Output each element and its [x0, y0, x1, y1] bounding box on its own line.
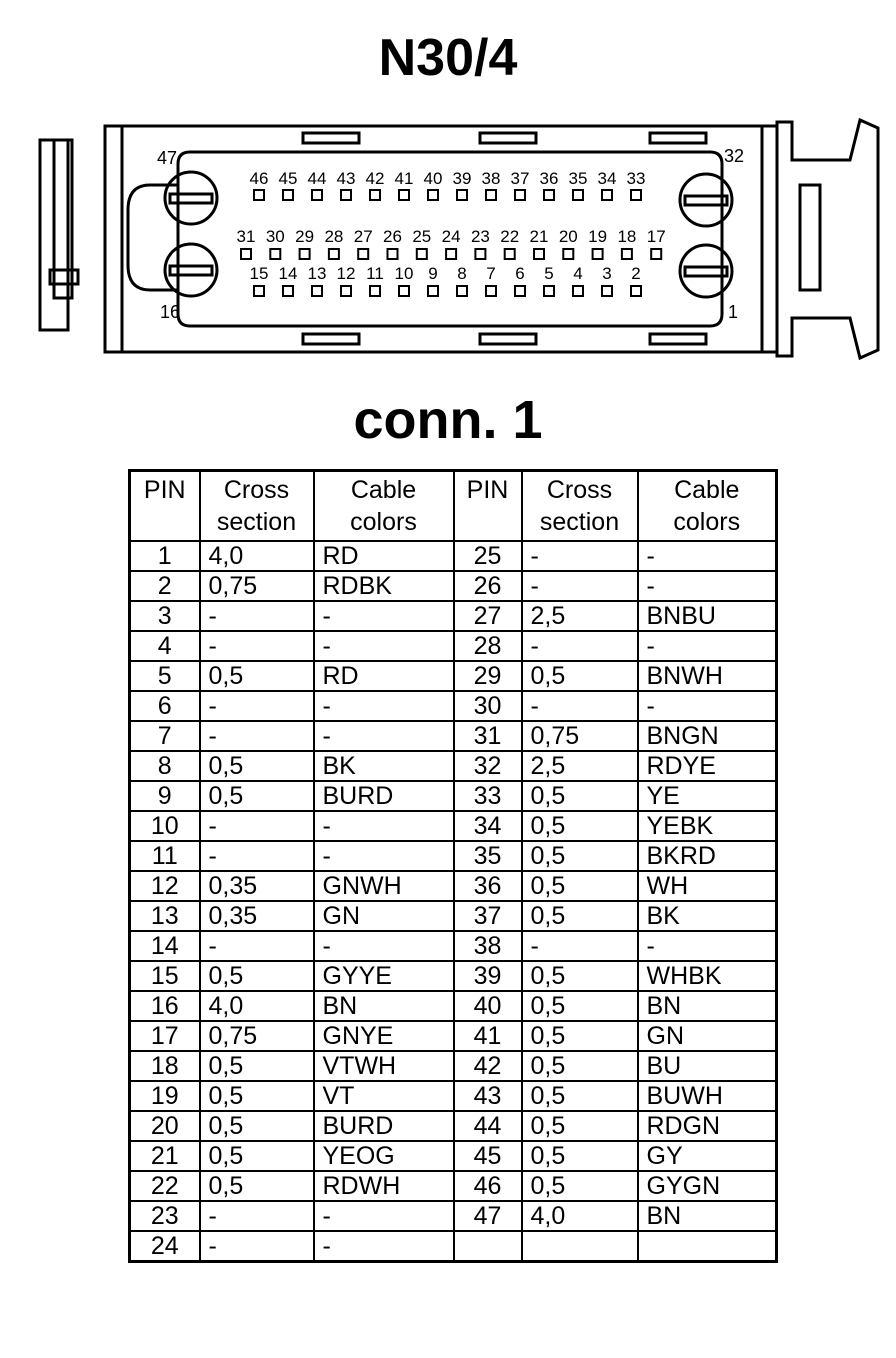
pin-cell: 47: [454, 1201, 522, 1231]
cross-section-cell: 0,5: [200, 781, 314, 811]
pin-cell: 3: [130, 601, 200, 631]
pin-number-label: 23: [470, 227, 490, 246]
cable-color-cell: RDYE: [638, 751, 777, 781]
table-row: [130, 781, 777, 811]
pin-cell: 46: [454, 1171, 522, 1201]
cable-color-cell: -: [314, 811, 454, 841]
table-row: [130, 841, 777, 871]
pin-socket: [486, 190, 496, 200]
header-pin-label: PIN: [143, 476, 186, 504]
pin-cell: 14: [130, 931, 200, 961]
pin-number-label: 25: [412, 227, 432, 246]
cable-color-cell: WHBK: [638, 961, 777, 991]
table-row: [130, 931, 777, 961]
pin-cell: 11: [130, 841, 200, 871]
cross-section-cell: 0,5: [522, 1111, 638, 1141]
pin-number-label: 13: [307, 264, 327, 283]
pin-socket: [505, 249, 515, 259]
table-body: [130, 541, 777, 1262]
cross-section-cell: -: [200, 1201, 314, 1231]
pin-cell: 22: [130, 1171, 200, 1201]
cable-color-cell: GNYE: [314, 1021, 454, 1051]
pin-number-label: 36: [539, 169, 559, 188]
cross-section-cell: -: [522, 691, 638, 721]
cross-section-cell: 2,5: [522, 751, 638, 781]
pin-number-label: 8: [457, 264, 467, 283]
pin-number-label: 44: [307, 169, 327, 188]
cross-section-cell: 0,35: [200, 871, 314, 901]
pin-number-label: 45: [278, 169, 298, 188]
cross-section-cell: 0,5: [522, 1021, 638, 1051]
pin-cell: 15: [130, 961, 200, 991]
cable-color-cell: BK: [314, 751, 454, 781]
cable-color-cell: RDBK: [314, 571, 454, 601]
table-row: [130, 691, 777, 721]
bottom-tab: [303, 334, 359, 344]
screw-slot: [170, 266, 212, 275]
cable-color-cell: BN: [638, 991, 777, 1021]
pin-socket: [651, 249, 661, 259]
cable-color-cell: BN: [638, 1201, 777, 1231]
table-row: [130, 541, 777, 571]
pin-socket: [417, 249, 427, 259]
pin-cell: 28: [454, 631, 522, 661]
pin-number-label: 31: [236, 227, 256, 246]
pin-socket: [622, 249, 632, 259]
pin-number-label: 37: [510, 169, 530, 188]
cross-section-cell: 0,5: [200, 751, 314, 781]
pin-cell: 29: [454, 661, 522, 691]
cross-section-cell: 0,75: [522, 721, 638, 751]
table-row: [130, 1231, 777, 1262]
pin-cell: 16: [130, 991, 200, 1021]
pin-socket: [428, 286, 438, 296]
cable-color-cell: YEBK: [638, 811, 777, 841]
cross-section-cell: 0,75: [200, 1021, 314, 1051]
table-row: [130, 601, 777, 631]
header-cross-section: [200, 471, 314, 541]
cable-color-cell: BN: [314, 991, 454, 1021]
cross-section-cell: 0,5: [200, 1171, 314, 1201]
pin-socket: [300, 249, 310, 259]
pin-cell: 40: [454, 991, 522, 1021]
cable-color-cell: GNWH: [314, 871, 454, 901]
pin-cell: 12: [130, 871, 200, 901]
cable-color-cell: -: [314, 841, 454, 871]
right-clip-slot: [800, 185, 820, 290]
pin-socket: [312, 286, 322, 296]
pin-cell: 42: [454, 1051, 522, 1081]
pin-cell: [454, 1231, 522, 1262]
cable-color-cell: YEOG: [314, 1141, 454, 1171]
table-header-row: [130, 471, 777, 541]
pin-number-label: 7: [486, 264, 496, 283]
pin-number-label: 43: [336, 169, 356, 188]
cable-color-cell: [638, 1231, 777, 1262]
pin-cell: 36: [454, 871, 522, 901]
cable-color-cell: -: [314, 601, 454, 631]
pin-socket: [602, 190, 612, 200]
pin-cell: 17: [130, 1021, 200, 1051]
pin-cell: 1: [130, 541, 200, 571]
top-tab: [650, 133, 706, 143]
cross-section-cell: 4,0: [200, 541, 314, 571]
cable-color-cell: RD: [314, 541, 454, 571]
pin-number-label: 11: [366, 264, 384, 283]
pin-number-label: 3: [602, 264, 612, 283]
pin-socket: [631, 286, 641, 296]
pin-socket: [515, 286, 525, 296]
cross-section-cell: 0,5: [522, 781, 638, 811]
pin-cell: 9: [130, 781, 200, 811]
connector-drawing: [0, 110, 896, 370]
screw-top-right: [680, 174, 732, 226]
pin-cell: 44: [454, 1111, 522, 1141]
cable-color-cell: RDWH: [314, 1171, 454, 1201]
screw-slot: [170, 194, 212, 203]
cable-color-cell: GY: [638, 1141, 777, 1171]
pin-socket: [573, 286, 583, 296]
pin-number-label: 2: [631, 264, 641, 283]
cross-section-cell: 2,5: [522, 601, 638, 631]
cross-section-cell: 0,5: [200, 661, 314, 691]
pin-socket: [312, 190, 322, 200]
pin-socket: [283, 286, 293, 296]
header-cable-colors: [314, 471, 454, 541]
pin-socket: [254, 190, 264, 200]
pin-socket: [399, 190, 409, 200]
cross-section-cell: 0,5: [522, 1051, 638, 1081]
pin-cell: 4: [130, 631, 200, 661]
pin-cell: 6: [130, 691, 200, 721]
pin-socket: [563, 249, 573, 259]
pin-number-label: 26: [383, 227, 402, 246]
cable-color-cell: -: [314, 1201, 454, 1231]
header-cable-line2: colors: [350, 508, 417, 536]
pin-cell: 37: [454, 901, 522, 931]
pin-socket: [270, 249, 280, 259]
table-row: [130, 1201, 777, 1231]
table-row: [130, 991, 777, 1021]
cross-section-cell: 0,5: [522, 871, 638, 901]
table-row: [130, 1051, 777, 1081]
table-row: [130, 721, 777, 751]
table-row: [130, 751, 777, 781]
pin-socket: [486, 286, 496, 296]
pin-cell: 39: [454, 961, 522, 991]
diagram-title: N30/4: [378, 29, 518, 87]
pin-number-label: 34: [597, 169, 617, 188]
pin-cell: 19: [130, 1081, 200, 1111]
corner-label-top-left: 47: [157, 148, 178, 168]
pin-number-label: 14: [278, 264, 298, 283]
pin-cell: 26: [454, 571, 522, 601]
pin-cell: 38: [454, 931, 522, 961]
pin-number-label: 40: [423, 169, 443, 188]
table-row: [130, 901, 777, 931]
cable-color-cell: BNWH: [638, 661, 777, 691]
cross-section-cell: -: [522, 541, 638, 571]
header-cross-line1: Cross: [223, 476, 290, 504]
cross-section-cell: 0,75: [200, 571, 314, 601]
header-pin: [454, 471, 522, 541]
pin-number-label: 33: [626, 169, 646, 188]
pin-number-label: 18: [617, 227, 637, 246]
screw-top-left: [165, 172, 217, 224]
pin-number-label: 42: [365, 169, 385, 188]
table-row: [130, 961, 777, 991]
cable-color-cell: BURD: [314, 781, 454, 811]
pin-socket: [341, 190, 351, 200]
pin-number-label: 20: [558, 227, 578, 246]
pin-cell: 24: [130, 1231, 200, 1262]
pin-socket: [358, 249, 368, 259]
pin-socket: [593, 249, 603, 259]
cross-section-cell: 0,5: [522, 811, 638, 841]
cross-section-cell: -: [200, 1231, 314, 1262]
pin-socket: [370, 190, 380, 200]
pin-cell: 34: [454, 811, 522, 841]
pin-socket: [573, 190, 583, 200]
cross-section-cell: -: [200, 931, 314, 961]
cable-color-cell: -: [638, 541, 777, 571]
pin-cell: 31: [454, 721, 522, 751]
pin-socket: [254, 286, 264, 296]
pin-socket: [341, 286, 351, 296]
pin-number-label: 41: [394, 169, 414, 188]
cross-section-cell: -: [200, 811, 314, 841]
cross-section-cell: 0,5: [200, 961, 314, 991]
table-row: [130, 1081, 777, 1111]
pin-number-label: 46: [249, 169, 269, 188]
cross-section-cell: 0,5: [522, 841, 638, 871]
pin-number-label: 12: [336, 264, 356, 283]
pin-number-label: 24: [441, 227, 461, 246]
pin-number-label: 10: [394, 264, 414, 283]
pin-cell: 7: [130, 721, 200, 751]
cable-color-cell: BURD: [314, 1111, 454, 1141]
pin-number-label: 39: [452, 169, 472, 188]
cable-color-cell: -: [314, 691, 454, 721]
pin-cell: 30: [454, 691, 522, 721]
header-pin: [130, 471, 200, 541]
pin-socket: [388, 249, 398, 259]
pin-socket: [329, 249, 339, 259]
header-cable-line2: colors: [673, 508, 741, 536]
pin-cell: 33: [454, 781, 522, 811]
right-clip: [777, 120, 878, 358]
cross-section-cell: -: [522, 571, 638, 601]
cross-section-cell: 0,5: [522, 901, 638, 931]
header-cross-line1: Cross: [546, 476, 613, 504]
header-cross-section: [522, 471, 638, 541]
cross-section-cell: 0,5: [522, 961, 638, 991]
top-tab: [480, 133, 536, 143]
pin-socket: [544, 286, 554, 296]
bottom-tab: [650, 334, 706, 344]
cable-color-cell: -: [314, 631, 454, 661]
cross-section-cell: -: [200, 631, 314, 661]
pin-cell: 20: [130, 1111, 200, 1141]
pin-socket: [534, 249, 544, 259]
pin-socket: [446, 249, 456, 259]
pin-table: [128, 469, 778, 1263]
pin-number-label: 4: [573, 264, 583, 283]
cable-color-cell: GYGN: [638, 1171, 777, 1201]
cross-section-cell: -: [200, 691, 314, 721]
screw-bottom-right: [680, 245, 732, 297]
screw-bottom-left: [165, 244, 217, 296]
top-tab: [303, 133, 359, 143]
pin-socket: [602, 286, 612, 296]
cable-color-cell: BUWH: [638, 1081, 777, 1111]
pin-number-label: 5: [544, 264, 554, 283]
pin-number-label: 29: [295, 227, 315, 246]
cross-section-cell: [522, 1231, 638, 1262]
pin-cell: 18: [130, 1051, 200, 1081]
cable-color-cell: -: [314, 1231, 454, 1262]
cross-section-cell: 0,5: [522, 991, 638, 1021]
pin-cell: 32: [454, 751, 522, 781]
header-cable-colors: [638, 471, 777, 541]
cross-section-cell: -: [200, 841, 314, 871]
pin-number-label: 17: [646, 227, 666, 246]
pin-socket: [457, 190, 467, 200]
corner-label-bottom-left: 16: [160, 302, 181, 322]
cross-section-cell: 0,5: [522, 1081, 638, 1111]
pin-cell: 41: [454, 1021, 522, 1051]
cross-section-cell: 0,5: [522, 1171, 638, 1201]
connector-subtitle: conn. 1: [353, 390, 543, 450]
cable-color-cell: BNBU: [638, 601, 777, 631]
pin-cell: 13: [130, 901, 200, 931]
cable-color-cell: WH: [638, 871, 777, 901]
pin-cell: 8: [130, 751, 200, 781]
pin-cell: 23: [130, 1201, 200, 1231]
cable-color-cell: VT: [314, 1081, 454, 1111]
pin-socket: [283, 190, 293, 200]
pin-number-label: 35: [568, 169, 588, 188]
cable-color-cell: GYYE: [314, 961, 454, 991]
cable-color-cell: RD: [314, 661, 454, 691]
table-row: [130, 631, 777, 661]
pin-socket: [631, 190, 641, 200]
table-row: [130, 1111, 777, 1141]
cross-section-cell: -: [522, 631, 638, 661]
pin-number-label: 6: [515, 264, 525, 283]
pin-number-label: 21: [529, 227, 549, 246]
header-cross-line2: section: [216, 508, 297, 536]
pin-cell: 2: [130, 571, 200, 601]
cable-color-cell: RDGN: [638, 1111, 777, 1141]
cross-section-cell: 4,0: [200, 991, 314, 1021]
corner-label-top-right: 32: [724, 146, 745, 166]
header-cable-line1: Cable: [350, 476, 417, 504]
pin-socket: [241, 249, 251, 259]
cross-section-cell: -: [200, 721, 314, 751]
cable-color-cell: BNGN: [638, 721, 777, 751]
table-row: [130, 811, 777, 841]
table-row: [130, 1141, 777, 1171]
pin-number-label: 28: [324, 227, 344, 246]
pin-cell: 21: [130, 1141, 200, 1171]
pin-cell: 35: [454, 841, 522, 871]
pin-cell: 25: [454, 541, 522, 571]
header-cross-line2: section: [539, 508, 620, 536]
cross-section-cell: 0,5: [522, 661, 638, 691]
cross-section-cell: 0,5: [522, 1141, 638, 1171]
cross-section-cell: 0,35: [200, 901, 314, 931]
cable-color-cell: -: [638, 931, 777, 961]
pin-number-label: 30: [265, 227, 285, 246]
cable-color-cell: -: [638, 691, 777, 721]
cable-color-cell: -: [638, 631, 777, 661]
cable-color-cell: BK: [638, 901, 777, 931]
pin-cell: 27: [454, 601, 522, 631]
cross-section-cell: -: [522, 931, 638, 961]
cable-color-cell: YE: [638, 781, 777, 811]
pin-number-label: 15: [249, 264, 269, 283]
corner-label-bottom-right: 1: [728, 302, 739, 322]
cable-color-cell: -: [638, 571, 777, 601]
pin-cell: 10: [130, 811, 200, 841]
table-row: [130, 1171, 777, 1201]
cable-color-cell: GN: [638, 1021, 777, 1051]
header-pin-label: PIN: [466, 476, 509, 504]
pin-socket: [475, 249, 485, 259]
cable-color-cell: -: [314, 721, 454, 751]
pin-number-label: 38: [481, 169, 501, 188]
pin-cell: 45: [454, 1141, 522, 1171]
bottom-tab: [480, 334, 536, 344]
table-row: [130, 871, 777, 901]
cable-color-cell: BU: [638, 1051, 777, 1081]
pin-socket: [428, 190, 438, 200]
pin-socket: [370, 286, 380, 296]
table-row: [130, 1021, 777, 1051]
cross-section-cell: 4,0: [522, 1201, 638, 1231]
pin-socket: [399, 286, 409, 296]
cross-section-cell: 0,5: [200, 1081, 314, 1111]
cable-color-cell: VTWH: [314, 1051, 454, 1081]
table-row: [130, 571, 777, 601]
pin-cell: 43: [454, 1081, 522, 1111]
cable-color-cell: GN: [314, 901, 454, 931]
cross-section-cell: 0,5: [200, 1111, 314, 1141]
pin-socket: [515, 190, 525, 200]
pin-number-label: 19: [588, 227, 608, 246]
pin-cell: 5: [130, 661, 200, 691]
pin-grid: [237, 169, 666, 296]
cross-section-cell: 0,5: [200, 1051, 314, 1081]
pin-number-label: 22: [500, 227, 520, 246]
pin-socket: [544, 190, 554, 200]
header-cable-line1: Cable: [674, 476, 740, 504]
cable-color-cell: BKRD: [638, 841, 777, 871]
pin-socket: [457, 286, 467, 296]
pin-number-label: 9: [428, 264, 438, 283]
table-row: [130, 661, 777, 691]
cable-color-cell: -: [314, 931, 454, 961]
pin-number-label: 27: [353, 227, 373, 246]
cross-section-cell: -: [200, 601, 314, 631]
cross-section-cell: 0,5: [200, 1141, 314, 1171]
